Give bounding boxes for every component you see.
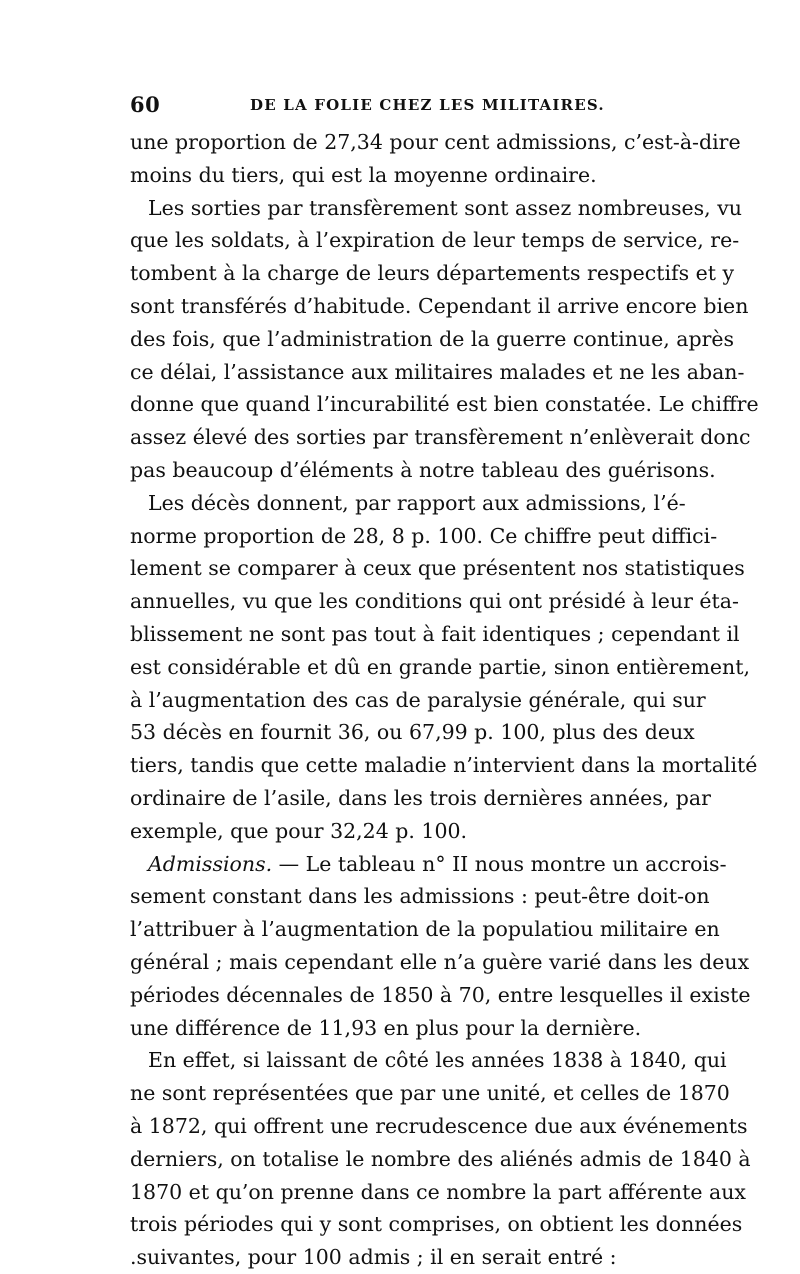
text-line: exemple, que pour 32,24 p. 100.	[130, 818, 468, 843]
text-line	[130, 848, 727, 881]
text-line: ce délai, l’assistance aux militaires malades et ne les aban-	[130, 359, 745, 384]
text-line: à l’augmentation des cas de paralysie générale, qui sur	[130, 687, 706, 712]
text-line: est considérable et dû en grande partie, sinon entièrement,	[130, 654, 750, 679]
text-line: Les sorties par transfèrement sont assez nombreuses, vu	[148, 195, 742, 220]
text-line: annuelles, vu que les conditions qui ont présidé à leur éta-	[130, 589, 739, 614]
body-text	[130, 126, 759, 1274]
page-number: 60	[130, 92, 161, 117]
text-line: norme proportion de 28, 8 p. 100. Ce chiffre peut diffici-	[130, 523, 718, 548]
text-line: 53 décès en fournit 36, ou 67,99 p. 100, plus des deux	[130, 720, 695, 745]
text-line: ordinaire de l’asile, dans les trois dernières années, par	[130, 785, 711, 810]
text-line: .suivantes, pour 100 admis ; il en serait entré :	[130, 1245, 617, 1270]
text-line: périodes décennales de 1850 à 70, entre lesquelles il existe	[130, 982, 751, 1007]
text-line: assez élevé des sorties par transfèrement n’enlèverait donc	[130, 425, 751, 450]
text-line: une différence de 11,93 en plus pour la dernière.	[130, 1015, 642, 1040]
paragraph-1	[130, 126, 741, 192]
text-line: ne sont représentées que par une unité, et celles de 1870	[130, 1081, 730, 1106]
text-line: 1870 et qu’on prenne dans ce nombre la part afférente aux	[130, 1179, 746, 1204]
text-line: des fois, que l’administration de la guerre continue, après	[130, 326, 735, 351]
running-title: DE LA FOLIE CHEZ LES MILITAIRES.	[250, 96, 605, 114]
text-line: lement se comparer à ceux que présentent nos statistiques	[130, 556, 745, 581]
paragraph-3	[130, 487, 758, 848]
running-header	[130, 92, 675, 122]
text-line: trois périodes qui y sont comprises, on obtient les données	[130, 1212, 743, 1237]
text-line: pas beaucoup d’éléments à notre tableau des guérisons.	[130, 457, 716, 482]
text-line: sont transférés d’habitude. Cependant il arrive encore bien	[130, 293, 749, 318]
paragraph-4	[130, 848, 751, 1045]
text-line-rest: — Le tableau n° II nous montre un accrois-	[272, 851, 727, 876]
paragraph-2	[130, 192, 759, 487]
section-heading: Admissions.	[148, 851, 273, 876]
text-line: général ; mais cependant elle n’a guère varié dans les deux	[130, 949, 750, 974]
text-line: donne que quand l’incurabilité est bien constatée. Le chiffre	[130, 392, 759, 417]
text-line: derniers, on totalise le nombre des aliénés admis de 1840 à	[130, 1146, 751, 1171]
paragraph-5	[130, 1044, 751, 1274]
text-line: moins du tiers, qui est la moyenne ordinaire.	[130, 162, 597, 187]
text-line: En effet, si laissant de côté les années 1838 à 1840, qui	[148, 1048, 727, 1073]
text-line: Les décès donnent, par rapport aux admissions, l’é-	[148, 490, 686, 515]
text-line: l’attribuer à l’augmentation de la populatiou militaire en	[130, 917, 720, 942]
text-line: tiers, tandis que cette maladie n’intervient dans la mortalité	[130, 753, 758, 778]
text-line: à 1872, qui offrent une recrudescence due aux événements	[130, 1113, 748, 1138]
text-line: blissement ne sont pas tout à fait identiques ; cependant il	[130, 621, 740, 646]
text-line: sement constant dans les admissions : peut-être doit-on	[130, 884, 710, 909]
text-line: que les soldats, à l’expiration de leur temps de service, re-	[130, 228, 740, 253]
text-line: une proportion de 27,34 pour cent admissions, c’est-à-dire	[130, 130, 741, 154]
text-line: tombent à la charge de leurs départements respectifs et y	[130, 261, 735, 286]
